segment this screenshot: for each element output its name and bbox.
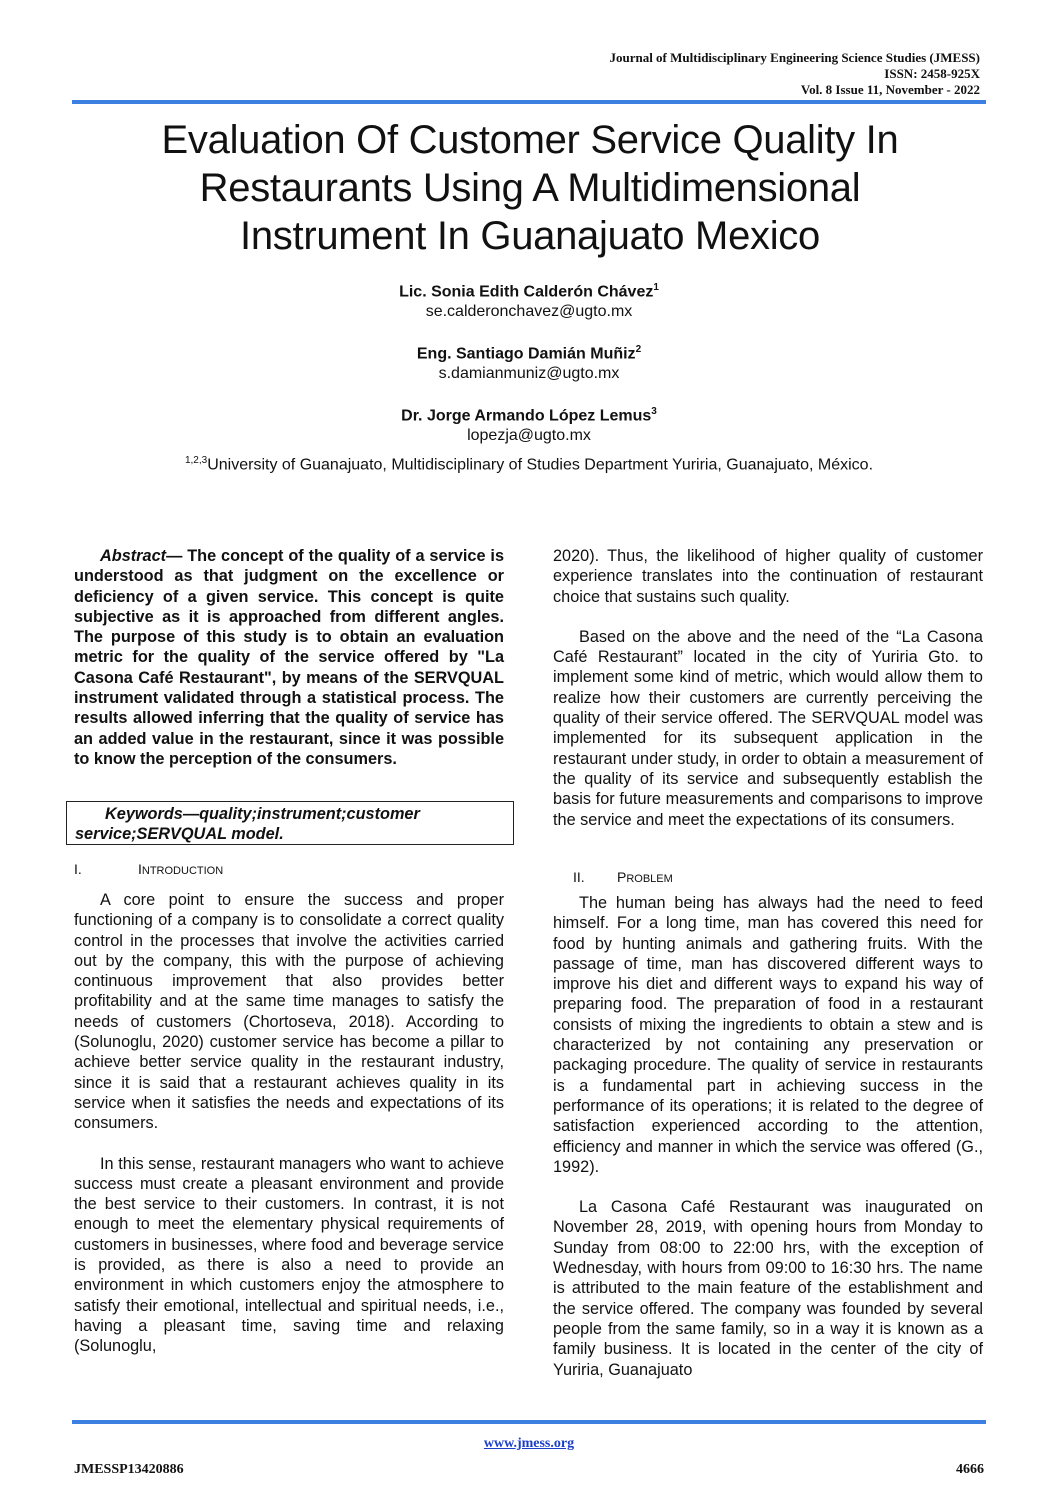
abstract-text: The concept of the quality of a service is understood as that judgment on the excellence or deficiency of a given service. This concept is quite subjective as it is approached from different angles. The purpose of this study is to obtain an evaluation metric for the quality of the service offered by "La Casona Café Restaurant", by means of the SERVQUAL instrument validated through a statistical process. The results allowed inferring that the quality of service has an added value in the restaurant, since it was possible to know the perception of the consumers. <box>74 547 505 768</box>
footer-rule <box>72 1420 986 1424</box>
paragraph: La Casona Café Restaurant was inaugurated on November 28, 2019, with opening hours from Monday to Sunday from 08:00 to 22:00 hrs, with the exception of Wednesday, with hours from 09:00 to 16:30 hrs. The name is attributed to the main feature of the establishment and the service offered. The company was founded by several people from the same family, so in a way it is known as a family business. It is located in the center of the city of Yuriria, Guanajuato <box>553 1198 983 1379</box>
section-title-rest: ROBLEM <box>626 873 673 885</box>
journal-name: Journal of Multidisciplinary Engineering Science Studies (JMESS) <box>609 50 980 65</box>
author-block-1 <box>0 278 1058 322</box>
paragraph: The human being has always had the need to feed himself. For a long time, man has covered this need for food by hunting animals and gathering fruits. With the passage of time, man has discovered different ways to improve his diet and different ways to expand his way of preparing food. The preparation of food in a restaurant consists of mixing the ingredients to obtain a stew and is characterized by not containing any preservation or packaging procedure. The quality of service in restaurants is a fundamental part in achieving success in the performance of its operations; it is related to the degree of satisfaction experienced according to the attention, efficiency and manner in which the service was offered (G., 1992). <box>553 894 983 1176</box>
section-title-rest: NTRODUCTION <box>141 865 224 877</box>
abstract <box>74 546 504 769</box>
paper-id: JMESSP13420886 <box>74 1462 184 1477</box>
keywords-box <box>66 801 514 845</box>
section-heading-problem <box>553 869 673 885</box>
affiliation <box>0 455 1058 474</box>
author-email: se.calderonchavez@ugto.mx <box>425 303 633 321</box>
journal-url-link[interactable]: www.jmess.org <box>483 1436 575 1451</box>
section-title-first: I <box>138 861 142 877</box>
author-block-3 <box>0 402 1058 446</box>
introduction-body <box>74 890 504 1357</box>
author-email: s.damianmuniz@ugto.mx <box>438 365 620 383</box>
paragraph: In this sense, restaurant managers who want to achieve success must create a pleasant environment and provide the best service to their customers. In contrast, it is not enough to meet the elementary physical requirements of customers in businesses, where food and beverage service is provided, as there is also a need to provide an environment in which customers enjoy the atmosphere to satisfy their emotional, intellectual and spiritual needs, i.e., having a pleasant time, saving time and relaxing (Solunoglu, <box>74 1154 504 1356</box>
page-number: 4666 <box>956 1462 984 1477</box>
journal-issn: ISSN: 2458-925X <box>884 66 980 81</box>
affiliation-sup: 1,2,3 <box>184 455 208 466</box>
paper-title <box>60 116 1000 260</box>
section-heading-introduction <box>74 861 223 877</box>
header-rule <box>72 100 986 104</box>
section-number: I. <box>74 861 82 877</box>
affiliation-text: University of Guanajuato, Multidisciplinary of Studies Department Yuriria, Guanajuato, México. <box>207 456 874 474</box>
keywords-text: Keywords—quality;instrument;customer service;SERVQUAL model. <box>75 805 420 843</box>
author-sup: 3 <box>651 406 657 417</box>
author-sup: 1 <box>653 282 659 293</box>
journal-volume: Vol. 8 Issue 11, November - 2022 <box>800 82 980 97</box>
title-line-1: Evaluation Of Customer Service Quality In <box>161 118 899 162</box>
paragraph: Based on the above and the need of the “La Casona Café Restaurant” located in the city of Yuriria Gto. to implement some kind of metric, which would allow them to realize how their customers are currently perceiving the quality of their service offered. The SERVQUAL model was implemented for its subsequent application in the restaurant under study, in order to obtain a measurement of the quality of its service and subsequently establish the basis for future measurements and comparisons to improve the service and meet the expectations of its consumers. <box>553 627 983 829</box>
paragraph: 2020). Thus, the likelihood of higher quality of customer experience translates into the continuation of restaurant choice that sustains such quality. <box>553 547 983 606</box>
abstract-dash: — <box>166 547 188 565</box>
author-block-2 <box>0 340 1058 384</box>
problem-body <box>553 893 983 1380</box>
author-name: Dr. Jorge Armando López Lemus <box>401 407 652 425</box>
author-sup: 2 <box>635 344 642 355</box>
paragraph: A core point to ensure the success and proper functioning of a company is to consolidate a correct quality control in the processes that involve the activities carried out by the company, this with the purpose of achieving continuous improvement that also provides better profitability and at the same time manages to satisfy the needs of customers (Chortoseva, 2018). According to (Solunoglu, 2020) customer service has become a pillar to achieve better service quality in the restaurant industry, since it is said that a restaurant achieves quality in its service when it satisfies the needs and expectations of its consumers. <box>74 891 504 1133</box>
section-number: II. <box>573 869 585 885</box>
title-line-2: Restaurants Using A Multidimensional <box>199 166 861 210</box>
author-name: Eng. Santiago Damián Muñiz <box>416 345 636 363</box>
section-title-first: P <box>617 869 627 885</box>
title-line-3: Instrument In Guanajuato Mexico <box>240 214 820 258</box>
author-email: lopezja@ugto.mx <box>467 427 591 445</box>
author-name: Lic. Sonia Edith Calderón Chávez <box>399 283 654 301</box>
journal-header <box>609 50 980 98</box>
abstract-label: Abstract <box>100 547 167 565</box>
right-column-top <box>553 546 983 830</box>
